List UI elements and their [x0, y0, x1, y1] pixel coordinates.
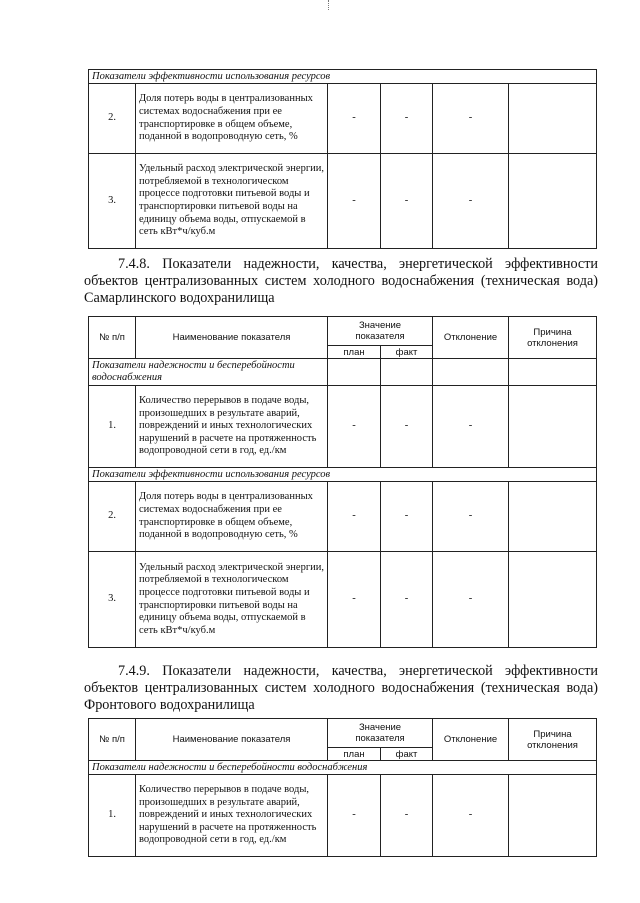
table-row [89, 775, 597, 857]
header-row [89, 317, 597, 346]
col-fact-header: факт [381, 748, 433, 761]
row-num: 2. [89, 482, 136, 552]
plan-value: - [328, 84, 381, 154]
deviation-value: - [433, 386, 509, 468]
plan-value: - [328, 775, 381, 857]
deviation-value: - [433, 154, 509, 249]
reason-value [509, 154, 597, 249]
plan-value: - [328, 482, 381, 552]
col-deviation-header: Отклонение [433, 317, 509, 359]
table-row [89, 84, 597, 154]
col-num-header: № п/п [89, 719, 136, 761]
plan-value: - [328, 154, 381, 249]
row-num: 3. [89, 154, 136, 249]
fact-value: - [381, 482, 433, 552]
section-row [89, 761, 597, 775]
heading-text: 7.4.9. Показатели надежности, качества, энергетической эффективности объектов централизованных систем холодного водоснабжения (техническая вода) Фронтового водохранилища [84, 663, 598, 713]
deviation-value: - [433, 84, 509, 154]
col-plan-header: план [328, 748, 381, 761]
reason-value [509, 386, 597, 468]
row-num: 2. [89, 84, 136, 154]
col-fact-header: факт [381, 346, 433, 359]
table-row [89, 386, 597, 468]
indicator-name: Доля потерь воды в централизованных системах водоснабжения при ее транспортировке в общем объеме, поданной в водопроводную сеть, % [136, 482, 328, 552]
plan-value: - [328, 552, 381, 648]
section-heading-7-4-9 [84, 663, 598, 714]
fact-value: - [381, 386, 433, 468]
scan-mark [328, 0, 330, 10]
deviation-value: - [433, 482, 509, 552]
col-name-header: Наименование показателя [136, 719, 328, 761]
col-value-header: Значение показателя [328, 317, 433, 346]
plan-value: - [328, 386, 381, 468]
row-num: 1. [89, 775, 136, 857]
deviation-value: - [433, 552, 509, 648]
table-frontovoe [88, 718, 597, 857]
fact-value: - [381, 775, 433, 857]
fact-value: - [381, 154, 433, 249]
col-num-header: № п/п [89, 317, 136, 359]
section-reliability: Показатели надежности и бесперебойности водоснабжения [89, 761, 597, 775]
reason-value [509, 482, 597, 552]
col-value-header: Значение показателя [328, 719, 433, 748]
fact-value: - [381, 552, 433, 648]
reason-value [509, 552, 597, 648]
indicator-name: Удельный расход электрической энергии, потребляемой в технологическом процессе подготовки питьевой воды и транспортировки питьевой воды на единицу объема воды, отпускаемой в сеть кВт*ч/куб.м [136, 154, 328, 249]
indicator-name: Удельный расход электрической энергии, потребляемой в технологическом процессе подготовки питьевой воды и транспортировки питьевой воды на единицу объема воды, отпускаемой в сеть кВт*ч/куб.м [136, 552, 328, 648]
col-name-header: Наименование показателя [136, 317, 328, 359]
indicator-name: Количество перерывов в подаче воды, произошедших в результате аварий, повреждений и иных технологических нарушений в расчете на протяженность водопроводной сети в год, ед./км [136, 386, 328, 468]
table-row [89, 482, 597, 552]
row-num: 3. [89, 552, 136, 648]
table-row [89, 154, 597, 249]
table-samarlinskoe [88, 316, 597, 648]
row-num: 1. [89, 386, 136, 468]
section-efficiency: Показатели эффективности использования ресурсов [89, 70, 597, 84]
table-continuation [88, 69, 597, 249]
fact-value: - [381, 84, 433, 154]
section-heading-7-4-8 [84, 256, 598, 307]
section-row [89, 468, 597, 482]
section-row [89, 70, 597, 84]
col-reason-header: Причина отклонения [509, 719, 597, 761]
header-row [89, 719, 597, 748]
indicator-name: Доля потерь воды в централизованных системах водоснабжения при ее транспортировке в общем объеме, поданной в водопроводную сеть, % [136, 84, 328, 154]
section-row [89, 359, 597, 386]
col-plan-header: план [328, 346, 381, 359]
deviation-value: - [433, 775, 509, 857]
indicator-name: Количество перерывов в подаче воды, произошедших в результате аварий, повреждений и иных технологических нарушений в расчете на протяженность водопроводной сети в год, ед./км [136, 775, 328, 857]
heading-text: 7.4.8. Показатели надежности, качества, энергетической эффективности объектов централизованных систем холодного водоснабжения (техническая вода) Самарлинского водохранилища [84, 256, 598, 306]
section-reliability: Показатели надежности и бесперебойности водоснабжения [89, 359, 328, 386]
reason-value [509, 84, 597, 154]
section-efficiency: Показатели эффективности использования ресурсов [89, 468, 597, 482]
reason-value [509, 775, 597, 857]
col-reason-header: Причина отклонения [509, 317, 597, 359]
table-row [89, 552, 597, 648]
col-deviation-header: Отклонение [433, 719, 509, 761]
